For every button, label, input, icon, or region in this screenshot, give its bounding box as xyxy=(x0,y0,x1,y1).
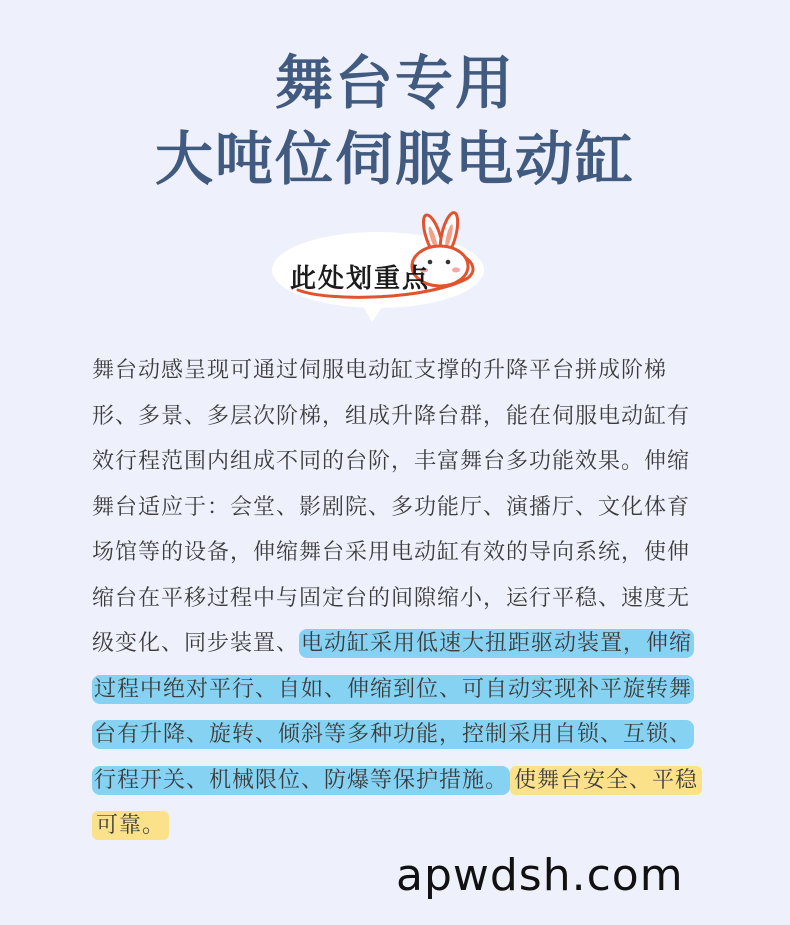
page-title-line1: 舞台专用 xyxy=(274,49,515,117)
page-title-line2: 大吨位伺服电动缸 xyxy=(154,125,635,193)
badge-label: 此处划重点 xyxy=(290,264,431,294)
highlight-badge xyxy=(268,200,488,325)
watermark-url: apwdsh.com xyxy=(396,850,684,901)
highlight-blue-text: 电动缸采用低速大扭距驱动装置，伸缩过程中绝对平行、自如、伸缩到位、可自动实现补平旋转舞台有升降、旋转、倾斜等多种功能，控制采用自锁、互锁、行程开关、机械限位、防爆等保护措施。 xyxy=(94,631,693,793)
description-paragraph xyxy=(92,348,707,849)
highlight-yellow-text: 使舞台安全、平稳可靠。 xyxy=(92,766,702,841)
description-text: 舞台动感呈现可通过伺服电动缸支撑的升降平台拼成阶梯形、多景、多层次阶梯，组成升降台群，能在伺服电动缸有效行程范围内组成不同的台阶，丰富舞台多功能效果。伸缩舞台适应于：会堂、影剧院、多功能厅、演播厅、文化体育场馆等的设备，伸缩舞台采用电动缸有效的导向系统，使伸缩台在平移过程中与固定台的间隙缩小，运行平稳、速度无级变化、同步装置、 xyxy=(92,358,691,656)
